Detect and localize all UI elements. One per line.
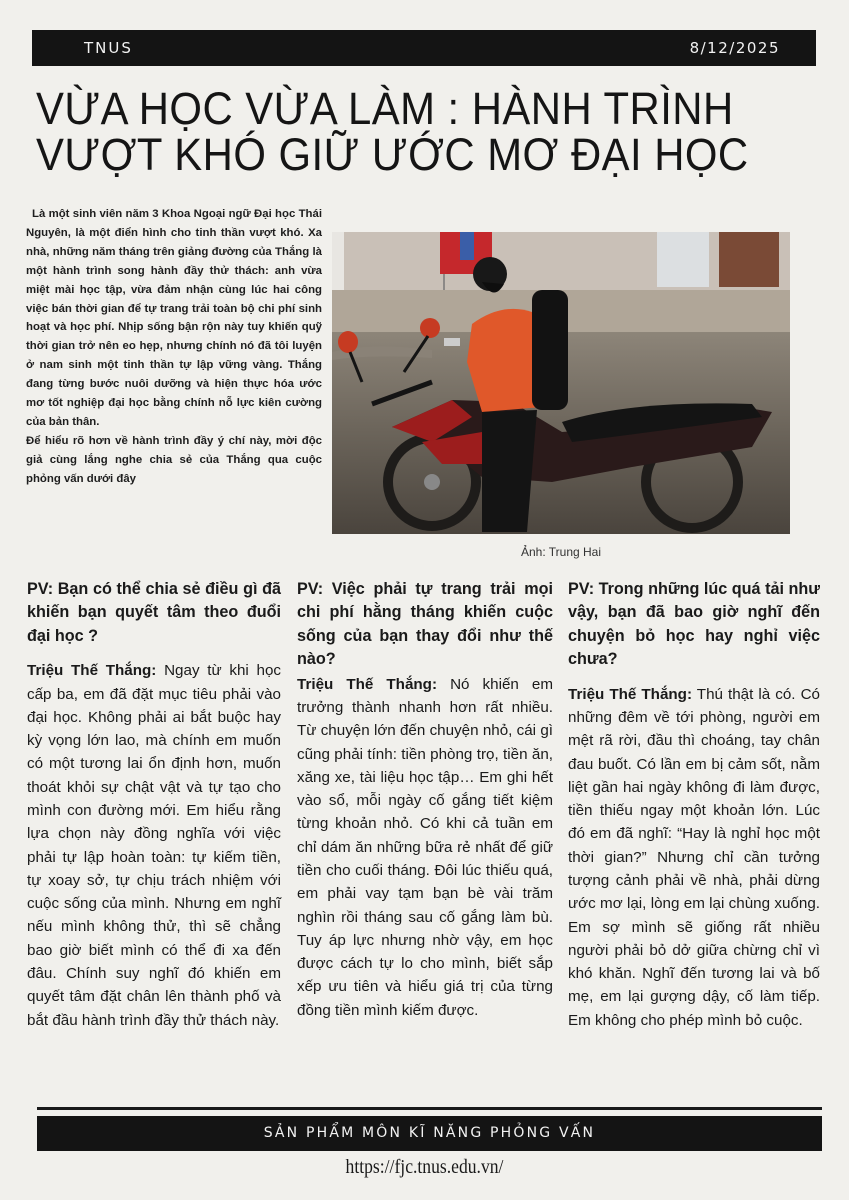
intro-paragraph: Để hiểu rõ hơn về hành trình đầy ý chí này, mời độc giả cùng lắng nghe chia sẻ của Thắng qua cuộc phỏng vấn dưới đây: [26, 434, 322, 485]
interview-answer: [27, 659, 281, 1032]
photo-caption: Ảnh: Trung Hai: [520, 545, 602, 559]
interview-question: PV: Bạn có thể chia sẻ điều gì đã khiến bạn quyết tâm theo đuổi đại học ?: [27, 580, 281, 645]
answer-text: Thú thật là có. Có những đêm về tới phòng, người em mệt rã rời, đầu thì choáng, tay chân đau buốt. Có lần em bị cảm sốt, nằm liệt gần hai ngày không đi làm được, tiền thiếu ngay một khoản lớn. Lúc đó em đã nghĩ: “Hay là nghỉ học một thời gian?” Nhưng chỉ cần tưởng tượng cảnh phải về nhà, phải dừng ước mơ lại, lòng em lại chùng xuống. Em sợ mình sẽ giống rất nhiều người phải bỏ dở giữa chừng chỉ vì khó khăn. Nghĩ đến tương lai và bố mẹ, em lại gượng dậy, cố làm tiếp. Em không cho phép mình bỏ cuộc.: [568, 685, 820, 1029]
interview-column-3: [568, 578, 820, 1032]
answer-text: Ngay từ khi học cấp ba, em đã đặt mục tiêu phải vào đại học. Không phải ai bắt buộc hay kỳ vọng lớn lao, mà chính em muốn có một tương lai ổn định hơn, muốn thoát khỏi sự chật vật và tự tạo cho mình con đường mới. Em hiểu rằng lựa chọn này đồng nghĩa với việc phải tự lập hoàn toàn: tự kiếm tiền, tự xoay sở, tự chịu trách nhiệm với cuộc sống của mình. Nhưng em nghĩ nếu mình không thử, thì sẽ chẳng bao giờ biết mình có thể đi xa đến đâu. Chính suy nghĩ đó khiến em quyết tâm đặt chân lên thành phố và bắt đầu hành trình đầy thử thách này.: [27, 662, 281, 1029]
intro-paragraph: Là một sinh viên năm 3 Khoa Ngoại ngữ Đại học Thái Nguyên, là một điển hình cho tinh thần vượt khó. Xa nhà, những năm tháng trên giảng đường của Thắng là một hành trình song hành đầy thử thách: anh vừa miệt mài học tập, vừa đảm nhận cùng lúc hai công việc bán thời gian để tự trang trải toàn bộ chi phí sinh hoạt và học phí. Nhịp sống bận rộn này tuy khiến quỹ thời gian trở nên eo hẹp, nhưng chính nó đã tôi luyện ở nam sinh một tinh thần tự lập vững vàng. Thắng đang từng bước nuôi dưỡng và hiện thực hóa ước mơ tốt nghiệp đại học bằng chính nỗ lực kiên cường của bản thân.: [26, 208, 322, 428]
header-bar: [32, 30, 816, 66]
brand-label: TNUS: [84, 39, 133, 57]
interview-column-2: [297, 578, 553, 1022]
page-title: [36, 83, 771, 180]
footer-bar: [37, 1116, 822, 1151]
speaker-name: Triệu Thế Thắng:: [568, 685, 693, 703]
footer-label: SẢN PHẨM MÔN KĨ NĂNG PHỎNG VẤN: [263, 1125, 596, 1141]
intro-text: [26, 205, 322, 489]
interview-answer: [568, 683, 820, 1032]
answer-text: Nó khiến em trưởng thành nhanh hơn rất nhiều. Từ chuyện lớn đến chuyện nhỏ, cái gì cũng phải tính: tiền phòng trọ, tiền ăn, xăng xe, tài liệu học tập… Em ghi hết vào sổ, mỗi ngày cố gắng tiết kiệm từng khoản nhỏ. Có khi cả tuần em chỉ dám ăn những bữa rẻ nhất để giữ tiền cho cuối tháng. Đôi lúc thiếu quá, em phải vay tạm bạn bè vài trăm nghìn rồi tháng sau cố gắng làm bù. Tuy áp lực nhưng nhờ vậy, em học được cách tự lo cho mình, biết sắp xếp ưu tiên và hiểu giá trị của từng đồng tiền mình kiếm được.: [297, 675, 553, 1019]
photo-motorbike-rider: [332, 232, 790, 534]
publish-date: 8/12/2025: [689, 39, 780, 57]
title-line-2: VƯỢT KHÓ GIỮ ƯỚC MƠ ĐẠI HỌC: [36, 129, 749, 180]
footer-url-link[interactable]: https://fjc.tnus.edu.vn/: [345, 1156, 504, 1178]
interview-question: PV: Trong những lúc quá tải như vậy, bạn đã bao giờ nghĩ đến chuyện bỏ học hay nghỉ việc chưa?: [568, 580, 820, 669]
title-line-1: VỪA HỌC VỪA LÀM : HÀNH TRÌNH: [36, 83, 734, 134]
speaker-name: Triệu Thế Thắng:: [27, 662, 157, 680]
article-photo: [332, 232, 790, 534]
interview-answer: [297, 673, 553, 1022]
footer-divider: [37, 1107, 822, 1110]
interview-column-1: [27, 578, 281, 1032]
interview-question: PV: Việc phải tự trang trải mọi chi phí hằng tháng khiến cuộc sống của bạn thay đổi như thế nào?: [297, 580, 553, 669]
speaker-name: Triệu Thế Thắng:: [297, 675, 438, 693]
photo-backpack: [532, 290, 568, 410]
